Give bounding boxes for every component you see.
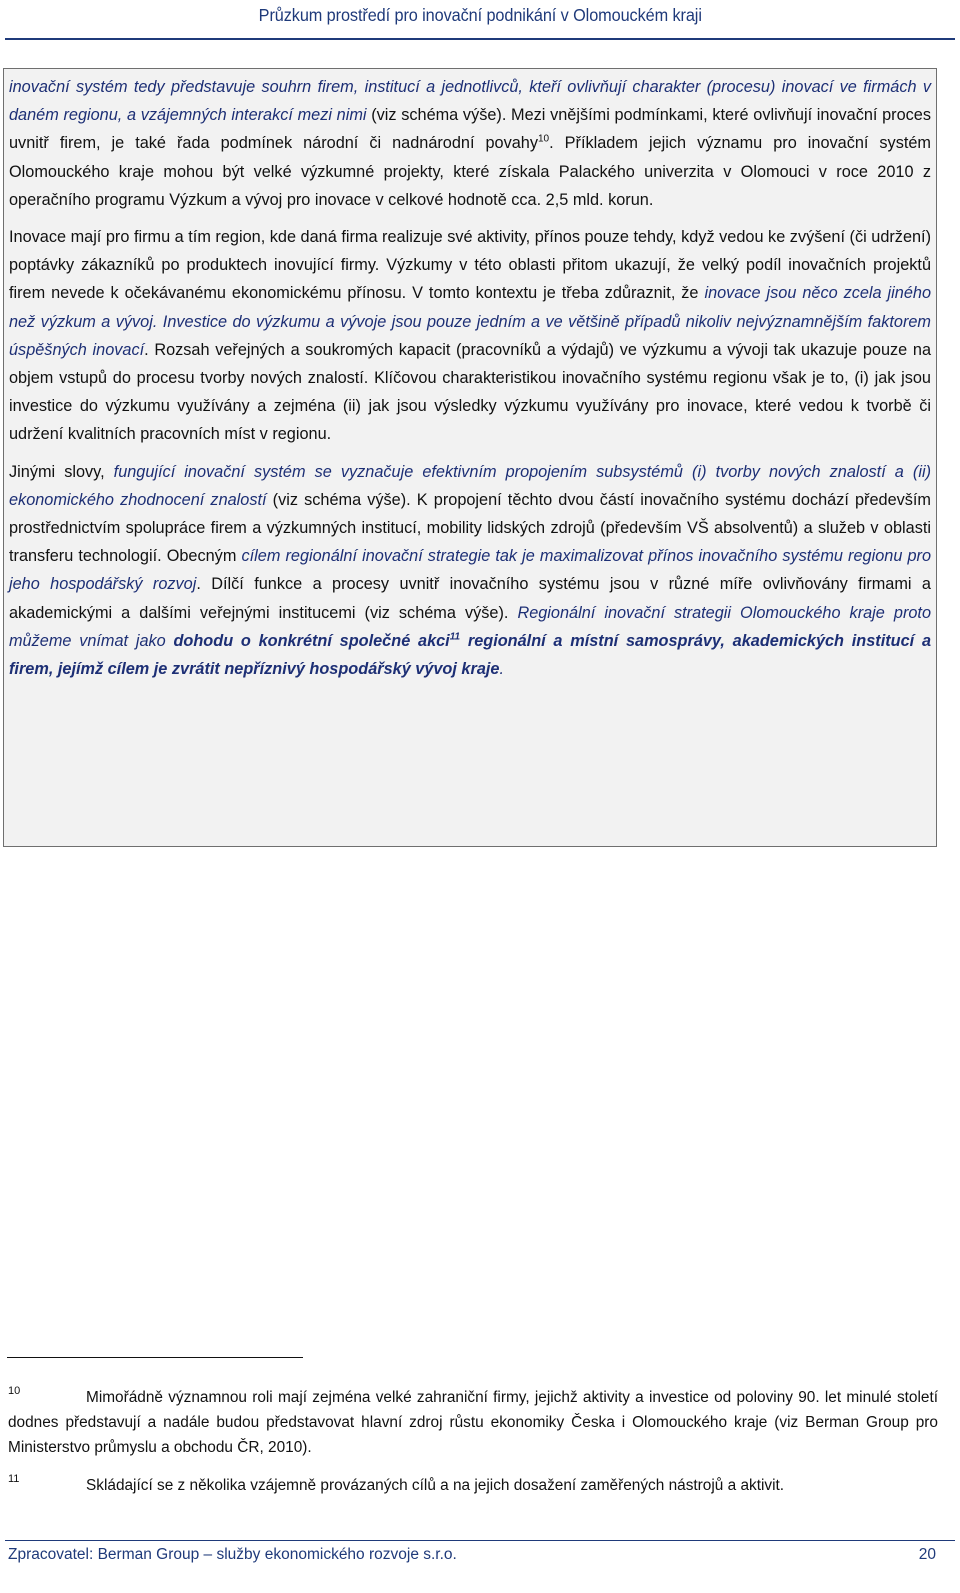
footnote-number: 10 — [8, 1385, 21, 1397]
footnote-11 — [8, 1473, 938, 1498]
p3-text-a: Jinými slovy, — [9, 462, 114, 481]
paragraph-3 — [9, 458, 931, 684]
p3-bold-a: dohodu o konkrétní společné akci — [173, 631, 450, 650]
footnote-ref-10[interactable]: 10 — [538, 133, 550, 145]
p3-italic-b: cílem regionální inovační strategie tak je maximalizovat přínos inovačního systému regionu pro jeho hospodářský rozvoj — [9, 547, 931, 594]
p3-italic-a: fungující inovační systém se vyznačuje efektivním propojením subsystémů (i) tvorby nových znalostí a (ii) ekonomického zhodnocení znalostí — [9, 462, 931, 509]
page-number: 20 — [918, 1546, 936, 1563]
p2-text-b: . Rozsah veřejných a soukromých kapacit (pracovníků a výdajů) ve výzkumu a vývoji tak ukazuje pouze na objem vstupů do procesu tvorby nových znalostí. Klíčovou charakteristikou inovačního systému regionu však je to, (i) jak jsou investice do výzkumu využívány a zejména (ii) jak jsou výsledky výzkumu využívány pro inovace, které vedou k tvorbě či udržení kvalitních pracovních míst v regionu. — [9, 340, 931, 444]
footnote-text: Skládající se z několika vzájemně provázaných cílů a na jejich dosažení zaměřených nástrojů a aktivit. — [86, 1477, 785, 1494]
header-title: Průzkum prostředí pro inovační podnikání v Olomouckém kraji — [258, 5, 702, 25]
page-header — [0, 0, 960, 38]
p2-italic: inovace jsou něco zcela jiného než výzkum a vývoj. Investice do výzkumu a vývoje jsou pouze jedním a ve většině případů nikoliv nejvýznamnějším faktorem úspěšných inovací — [9, 284, 931, 359]
footnote-ref-11[interactable]: 11 — [449, 631, 461, 643]
footnote-text: Mimořádně významnou roli mají zejména velké zahraniční firmy, jejichž aktivity a investice od poloviny 90. let minulé století dodnes představují a nadále budou představovat hlavní zdroj růstu ekonomiky Česka i Olomouckého kraje (viz Berman Group pro Ministerstvo průmyslu a obchodu ČR, 2010). — [8, 1389, 938, 1456]
footnote-separator — [7, 1357, 303, 1358]
header-rule — [5, 38, 955, 40]
p1-text-b: . Příkladem jejich významu pro inovační systém Olomouckého kraje mohou být velké výzkumné projekty, které získala Palackého univerzita v Olomouci v roce 2010 z operačního programu Výzkum a vývoj pro inovace v celkové hodnotě cca. 2,5 mld. korun. — [9, 134, 931, 209]
p3-italic-c: Regionální inovační strategii Olomouckého kraje proto můžeme vnímat jako — [9, 603, 931, 650]
p3-text-b: (viz schéma výše). K propojení těchto dvou částí inovačního systému dochází především prostřednictvím spolupráce firem a výzkumných institucí, mobility lidských zdrojů (především VŠ absolventů) a služeb v oblasti transferu technologií. Obecným — [9, 490, 931, 566]
paragraph-1 — [9, 73, 931, 214]
paragraph-2 — [9, 223, 931, 449]
footer-rule — [5, 1540, 955, 1541]
footer-author: Zpracovatel: Berman Group – služby ekonomického rozvoje s.r.o. — [8, 1546, 457, 1563]
page-footer — [8, 1546, 936, 1564]
footnote-number: 11 — [8, 1473, 20, 1485]
p1-italic: inovační systém tedy představuje souhrn firem, institucí a jednotlivců, kteří ovlivňují charakter (procesu) inovací ve firmách v daném regionu, a vzájemných interakcí mezi nimi — [9, 78, 931, 125]
p3-text-c: . Dílčí funkce a procesy uvnitř inovačního systému jsou v různé míře ovlivňovány firmami a akademickými a dalšími veřejnými institucemi (viz schéma výše). — [9, 575, 931, 622]
p2-text-a: Inovace mají pro firmu a tím region, kde daná firma realizuje své aktivity, přínos pouze tehdy, když vedou ke zvýšení (či udržení) poptávky zákazníků po produktech inovující firmy. Výzkumy v této oblasti přitom ukazují, že velký podíl inovačních projektů firem nevede k očekávanému ekonomickému přínosu. V tomto kontextu je třeba zdůraznit, že — [9, 228, 931, 303]
p1-text-a: (viz schéma výše). Mezi vnějšími podmínkami, které ovlivňují inovační proces uvnitř firem, je také řada podmínek národní či nadnárodní povahy — [9, 106, 931, 153]
p3-end: . — [499, 660, 504, 679]
footnote-10 — [8, 1385, 938, 1460]
highlight-box — [3, 68, 937, 847]
p3-bold-b: regionální a místní samosprávy, akademických institucí a firem, jejímž cílem je zvrátit nepříznivý hospodářský vývoj kraje — [9, 631, 932, 679]
